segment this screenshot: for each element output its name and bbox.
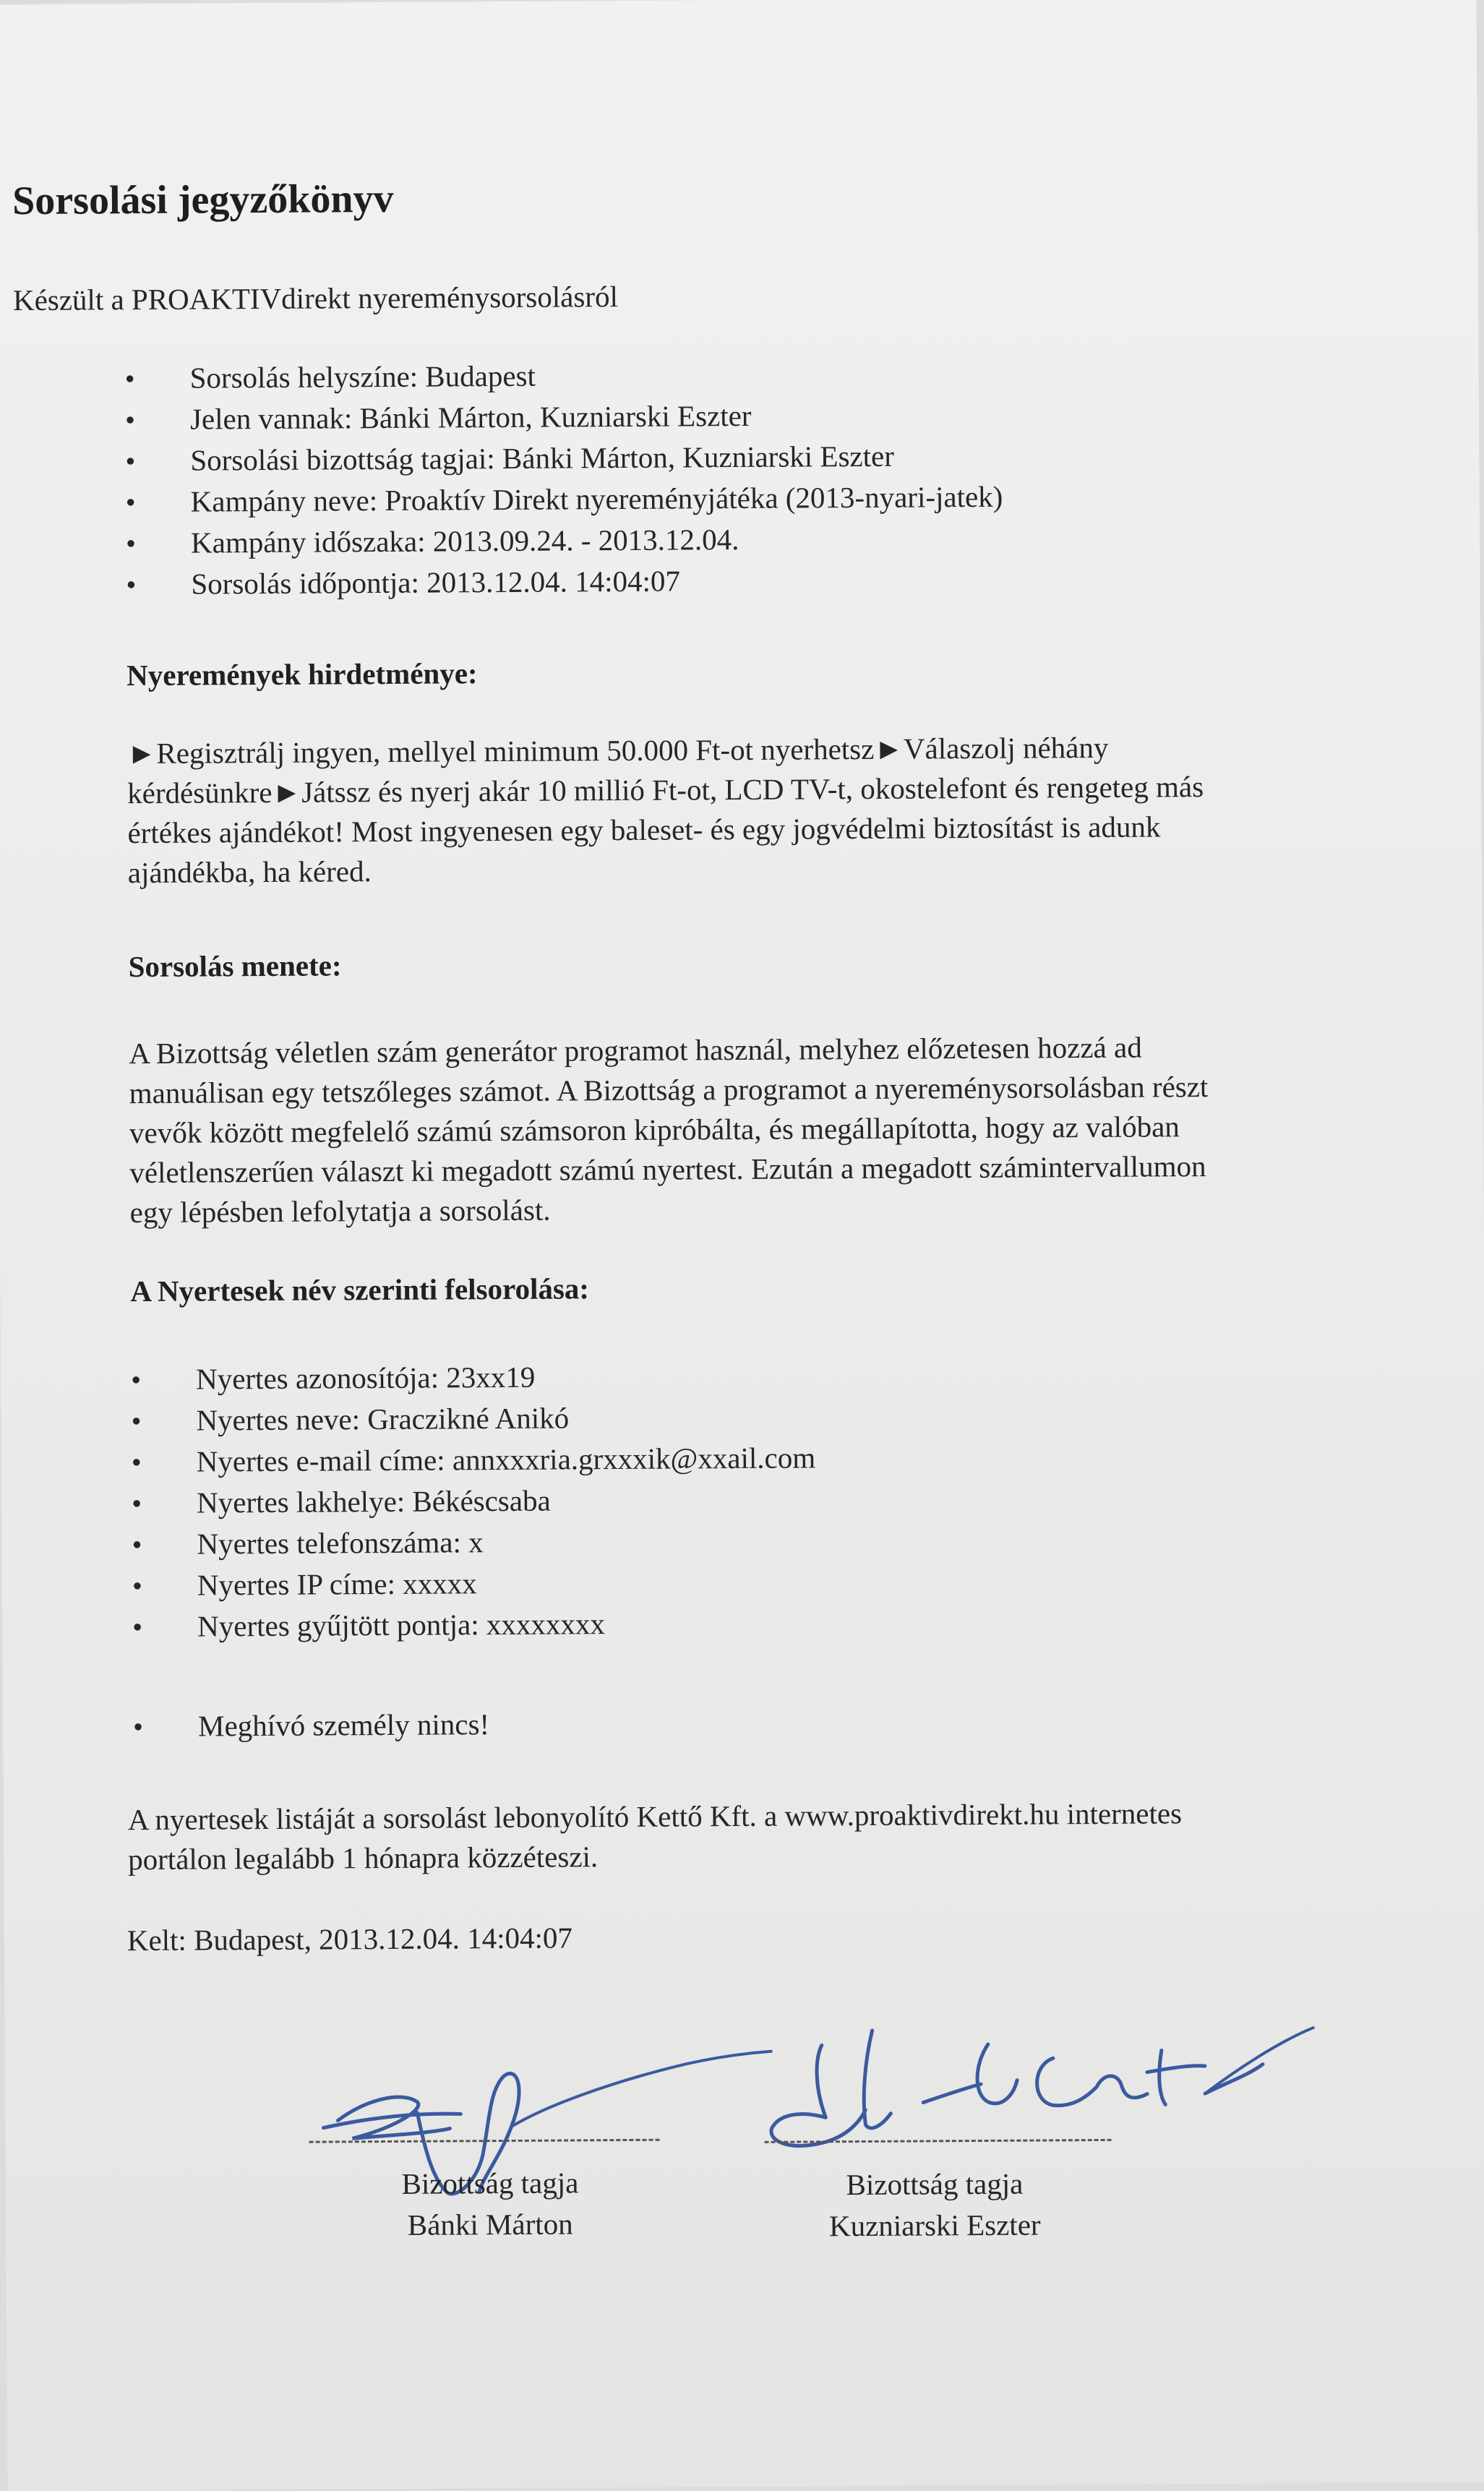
- prizes-line: ►Regisztrálj ingyen, mellyel minimum 50.000 Ft-ot nyerhetsz►Válaszolj néhány: [126, 730, 1109, 771]
- winner-email: • Nyertes e-mail címe: annxxxria.grxxxik@xxail.com: [197, 1437, 816, 1482]
- info-item-present: • Jelen vannak: Bánki Márton, Kuzniarski Eszter: [190, 394, 1003, 440]
- process-line: A Bizottság véletlen szám generátor programot használ, melyhez előzetesen hozzá ad: [129, 1030, 1142, 1071]
- signature-block-left: [346, 2162, 635, 2246]
- prizes-paragraph: [127, 726, 1371, 893]
- prizes-line: kérdésünkre►Játssz és nyerj akár 10 millió Ft-ot, LCD TV-t, okostelefont és rengeteg más: [127, 770, 1204, 810]
- info-item-campaign-period: • Kampány időszaka: 2013.09.24. - 2013.12.04.: [191, 518, 1003, 564]
- prizes-line: értékes ajándékot! Most ingyenesen egy baleset- és egy jogvédelmi biztosítást is adunk: [127, 810, 1161, 850]
- info-item-location: • Sorsolás helyszíne: Budapest: [190, 353, 1003, 399]
- winner-ip: • Nyertes IP címe: xxxxx: [197, 1561, 817, 1605]
- winner-name: • Nyertes neve: Graczikné Anikó: [196, 1396, 815, 1441]
- info-item-committee: • Sorsolási bizottság tagjai: Bánki Márton, Kuzniarski Eszter: [190, 435, 1003, 481]
- info-item-draw-time: • Sorsolás időpontja: 2013.12.04. 14:04:07: [191, 559, 1003, 605]
- document-subtitle: Készült a PROAKTIVdirekt nyereménysorsolásról: [12, 280, 619, 317]
- process-line: manuálisan egy tetszőleges számot. A Bizottság a programot a nyereménysorsolásban részt: [129, 1070, 1209, 1110]
- signature-role-right: Bizottság tagja: [846, 2166, 1024, 2202]
- process-paragraph: [129, 1026, 1373, 1233]
- signature-name-left: Bánki Márton: [407, 2207, 573, 2242]
- signature-name-right: Kuzniarski Eszter: [828, 2208, 1041, 2243]
- info-list: [190, 353, 1004, 605]
- document-title: Sorsolási jegyzőkönyv: [12, 176, 394, 224]
- process-line: véletlenszerűen választ ki megadott számú nyertest. Ezután a megadott számintervallumon: [129, 1149, 1206, 1190]
- signature-role-left: Bizottság tagja: [401, 2166, 579, 2200]
- winner-phone: • Nyertes telefonszáma: x: [197, 1519, 816, 1564]
- signature-block-right: [783, 2163, 1087, 2247]
- publish-line: A nyertesek listáját a sorsolást lebonyolító Kettő Kft. a www.proaktivdirekt.hu internetes: [127, 1796, 1183, 1837]
- info-item-campaign-name: • Kampány neve: Proaktív Direkt nyereményjátéka (2013-nyari-jatek): [191, 476, 1003, 523]
- winner-points: • Nyertes gyűjtött pontja: xxxxxxxx: [197, 1602, 817, 1647]
- winners-heading: A Nyertesek név szerinti felsorolása:: [130, 1272, 590, 1308]
- publish-line: portálon legalább 1 hónapra közzéteszi.: [128, 1840, 599, 1877]
- winner-list: [196, 1355, 817, 1647]
- inviter-item: • Meghívó személy nincs!: [198, 1704, 489, 1746]
- publish-paragraph: [128, 1793, 1372, 1880]
- process-heading: Sorsolás menete:: [128, 948, 342, 984]
- date-line: Kelt: Budapest, 2013.12.04. 14:04:07: [126, 1921, 573, 1958]
- process-line: egy lépésben lefolytatja a sorsolást.: [129, 1193, 551, 1230]
- prizes-heading: Nyeremények hirdetménye:: [126, 656, 478, 693]
- inviter-list: [198, 1704, 489, 1746]
- process-line: vevők között megfelelő számú számsoron kipróbálta, és megállapította, hogy az valóban: [129, 1110, 1180, 1150]
- winner-id: • Nyertes azonosítója: 23xx19: [196, 1355, 815, 1399]
- prizes-line: ajándékba, ha kéred.: [127, 854, 372, 890]
- winner-residence: • Nyertes lakhelye: Békéscsaba: [197, 1478, 816, 1523]
